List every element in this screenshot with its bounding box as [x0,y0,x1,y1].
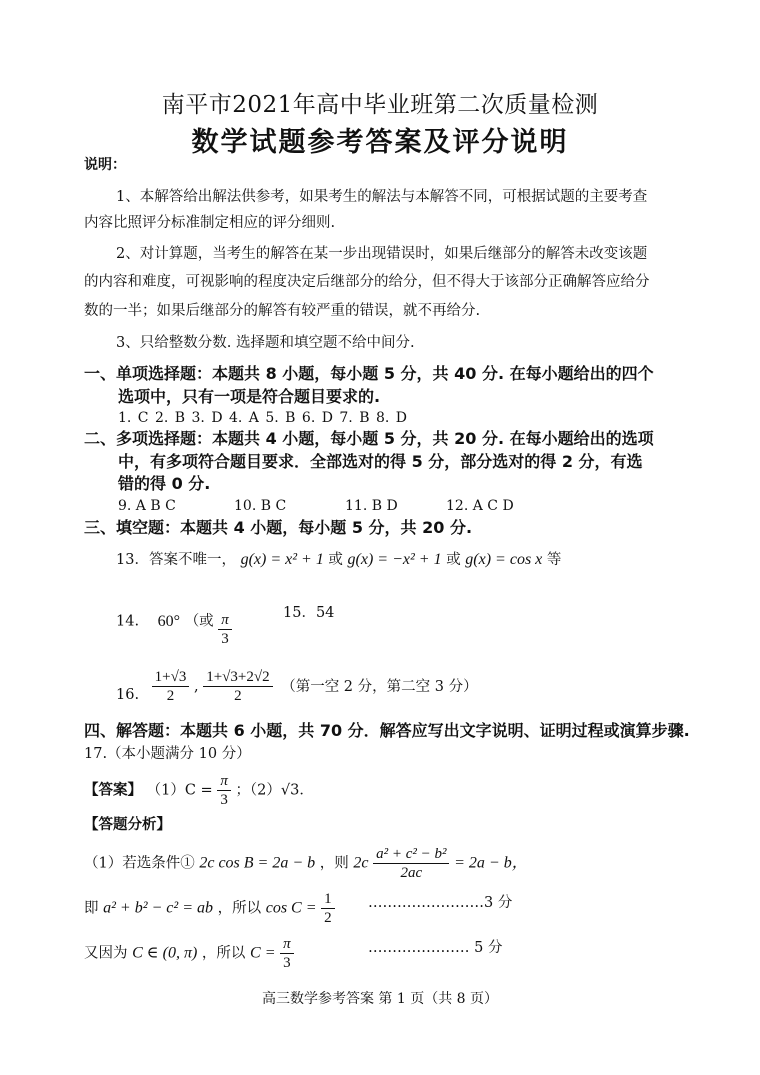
answer-q16: 16. $\frac{1+√3}{2}$ , $\frac{1+√3+2√2}{2}$ （第一空 2 分，第二空 3 分） [116,669,478,704]
q17-answer [84,772,314,809]
q14-alt-prefix: （或 [184,613,214,630]
answer-q14 [116,603,232,647]
section-1-answers: 1. C 2. B 3. D 4. A 5. B 6. D 7. B 8. D [118,410,407,426]
step1-denominator: 2ac [400,865,423,881]
section-1-heading: 一、单项选择题：本题共 8 小题，每小题 5 分，共 40 分. 在每小题给出的四个 [84,364,654,383]
step3-mid: ，所以 [201,945,246,962]
step2-mid: ，所以 [217,900,262,917]
step1-condition: 2c cos B = 2a − b [199,854,316,872]
answer-fraction [217,772,231,809]
step3-prefix: 又因为 [84,945,128,962]
q14-alt-numerator: π [218,611,232,630]
analysis-label: 【答题分析】 [84,817,171,833]
exam-title: 南平市2021年高中毕业班第二次质量检测 [161,92,599,118]
q16-frac1-numerator: 1+√3 [152,668,190,687]
section-2-heading-cont-1: 中，有多项符合题目要求．全部选对的得 5 分，部分选对的得 2 分，有选 [118,452,643,471]
step1-rhs: = 2a − b， [454,854,528,872]
section-3-heading: 三、填空题：本题共 4 小题，每小题 5 分，共 20 分. [84,518,473,537]
step-1: （1）若选条件① 2c cos B = 2a − b ，则 2c $\frac{\text{a² + c² − b²}}{2ac}$ = 2a − b， [84,846,528,881]
q14-label: 14. [116,613,140,630]
step2-denominator: 2 [324,910,332,926]
step3-fraction [280,935,294,972]
section-2-heading-cont-2: 错的得 0 分. [118,474,211,493]
q16-frac1-denominator: 2 [166,688,175,704]
answer-q9: 9. A B C [118,498,176,514]
step3-c: C = [250,944,276,962]
answer-q13 [116,550,561,570]
notes-label: 说明： [84,157,126,173]
q17-heading: 17.（本小题满分 10 分） [84,746,251,762]
q13-expr-3: g(x) = cos x [465,551,543,568]
answer-label: 【答案】 [84,782,142,799]
section-1-heading-cont: 选项中，只有一项是符合题目要求的. [118,387,381,406]
step2-expr: a² + b² − c² = ab [103,899,213,917]
answer-q15: 15．54 [283,605,335,621]
page-footer: 高三数学参考答案 第 1 页（共 8 页） [261,991,499,1007]
step3-expr: C ∈ (0, π) [132,944,198,962]
q13-or-2: 或 [446,552,461,568]
note-2-line-2: 的内容和难度，可视影响的程度决定后继部分的给分，但不得大于该部分正确解答应给分 [84,274,650,290]
q14-value: 60° [157,612,181,630]
q16-label: 16. [116,686,140,703]
q13-tail: 等 [546,552,562,568]
q13-expr-1: g(x) = x² + 1 [240,551,324,568]
step1-fraction [373,845,449,882]
step2-fraction [321,890,335,927]
step3-numerator: π [280,935,294,954]
answer-part-1: （1）C = [146,782,213,799]
section-2-heading: 二、多项选择题：本题共 4 小题，每小题 5 分，共 20 分. 在每小题给出的选项 [84,429,654,448]
step-2 [84,890,335,927]
answer-q10: 10. B C [234,498,287,514]
step2-cos: cos C = [265,899,317,917]
document-title: 数学试题参考答案及评分说明 [191,127,569,158]
step2-numerator: 1 [321,890,335,909]
step1-then: ，则 [319,855,349,872]
step-3-score: ………………… 5 分 [368,940,503,956]
q13-expr-2: g(x) = −x² + 1 [347,551,442,568]
q16-fraction-1 [152,668,190,705]
q16-note: （第一空 2 分，第二空 3 分） [281,678,478,695]
q16-fraction-2 [203,668,272,705]
q13-or-1: 或 [328,552,343,568]
note-2-line-1: 2、对计算题，当考生的解答在某一步出现错误时，如果后继部分的解答未改变该题 [116,246,648,262]
q13-label: 13．答案不唯一， [116,552,236,568]
section-4-heading: 四、解答题：本题共 6 小题，共 70 分．解答应写出文字说明、证明过程或演算步骤. [84,721,690,740]
q16-frac2-denominator: 2 [234,688,242,704]
step1-prefix: （1）若选条件① [84,855,195,872]
note-2-line-3: 数的一半；如果后继部分的解答有较严重的错误，就不再给分. [84,303,481,319]
step3-denominator: 3 [283,955,291,971]
q14-alt-fraction [218,611,232,648]
step-3 [84,935,294,972]
note-1-line-2: 内容比照评分标准制定相应的评分细则. [84,215,336,231]
answer-numerator: π [217,772,231,791]
q14-alt-denominator: 3 [221,631,229,647]
note-3: 3、只给整数分数. 选择题和填空题不给中间分. [116,335,415,351]
q16-frac2-numerator: 1+√3+2√2 [203,668,272,687]
answer-part-2: ；（2）√3． [235,782,314,799]
step1-numerator: a² + c² − b² [373,845,449,864]
step2-prefix: 即 [84,900,99,917]
note-1-line-1: 1、本解答给出解法供参考，如果考生的解法与本解答不同，可根据试题的主要考查 [116,189,648,205]
answer-q11: 11. B D [345,498,398,514]
answer-denominator: 3 [220,792,228,808]
step-2-score: ……………………3 分 [368,895,513,911]
answer-q12: 12. A C D [446,498,514,514]
